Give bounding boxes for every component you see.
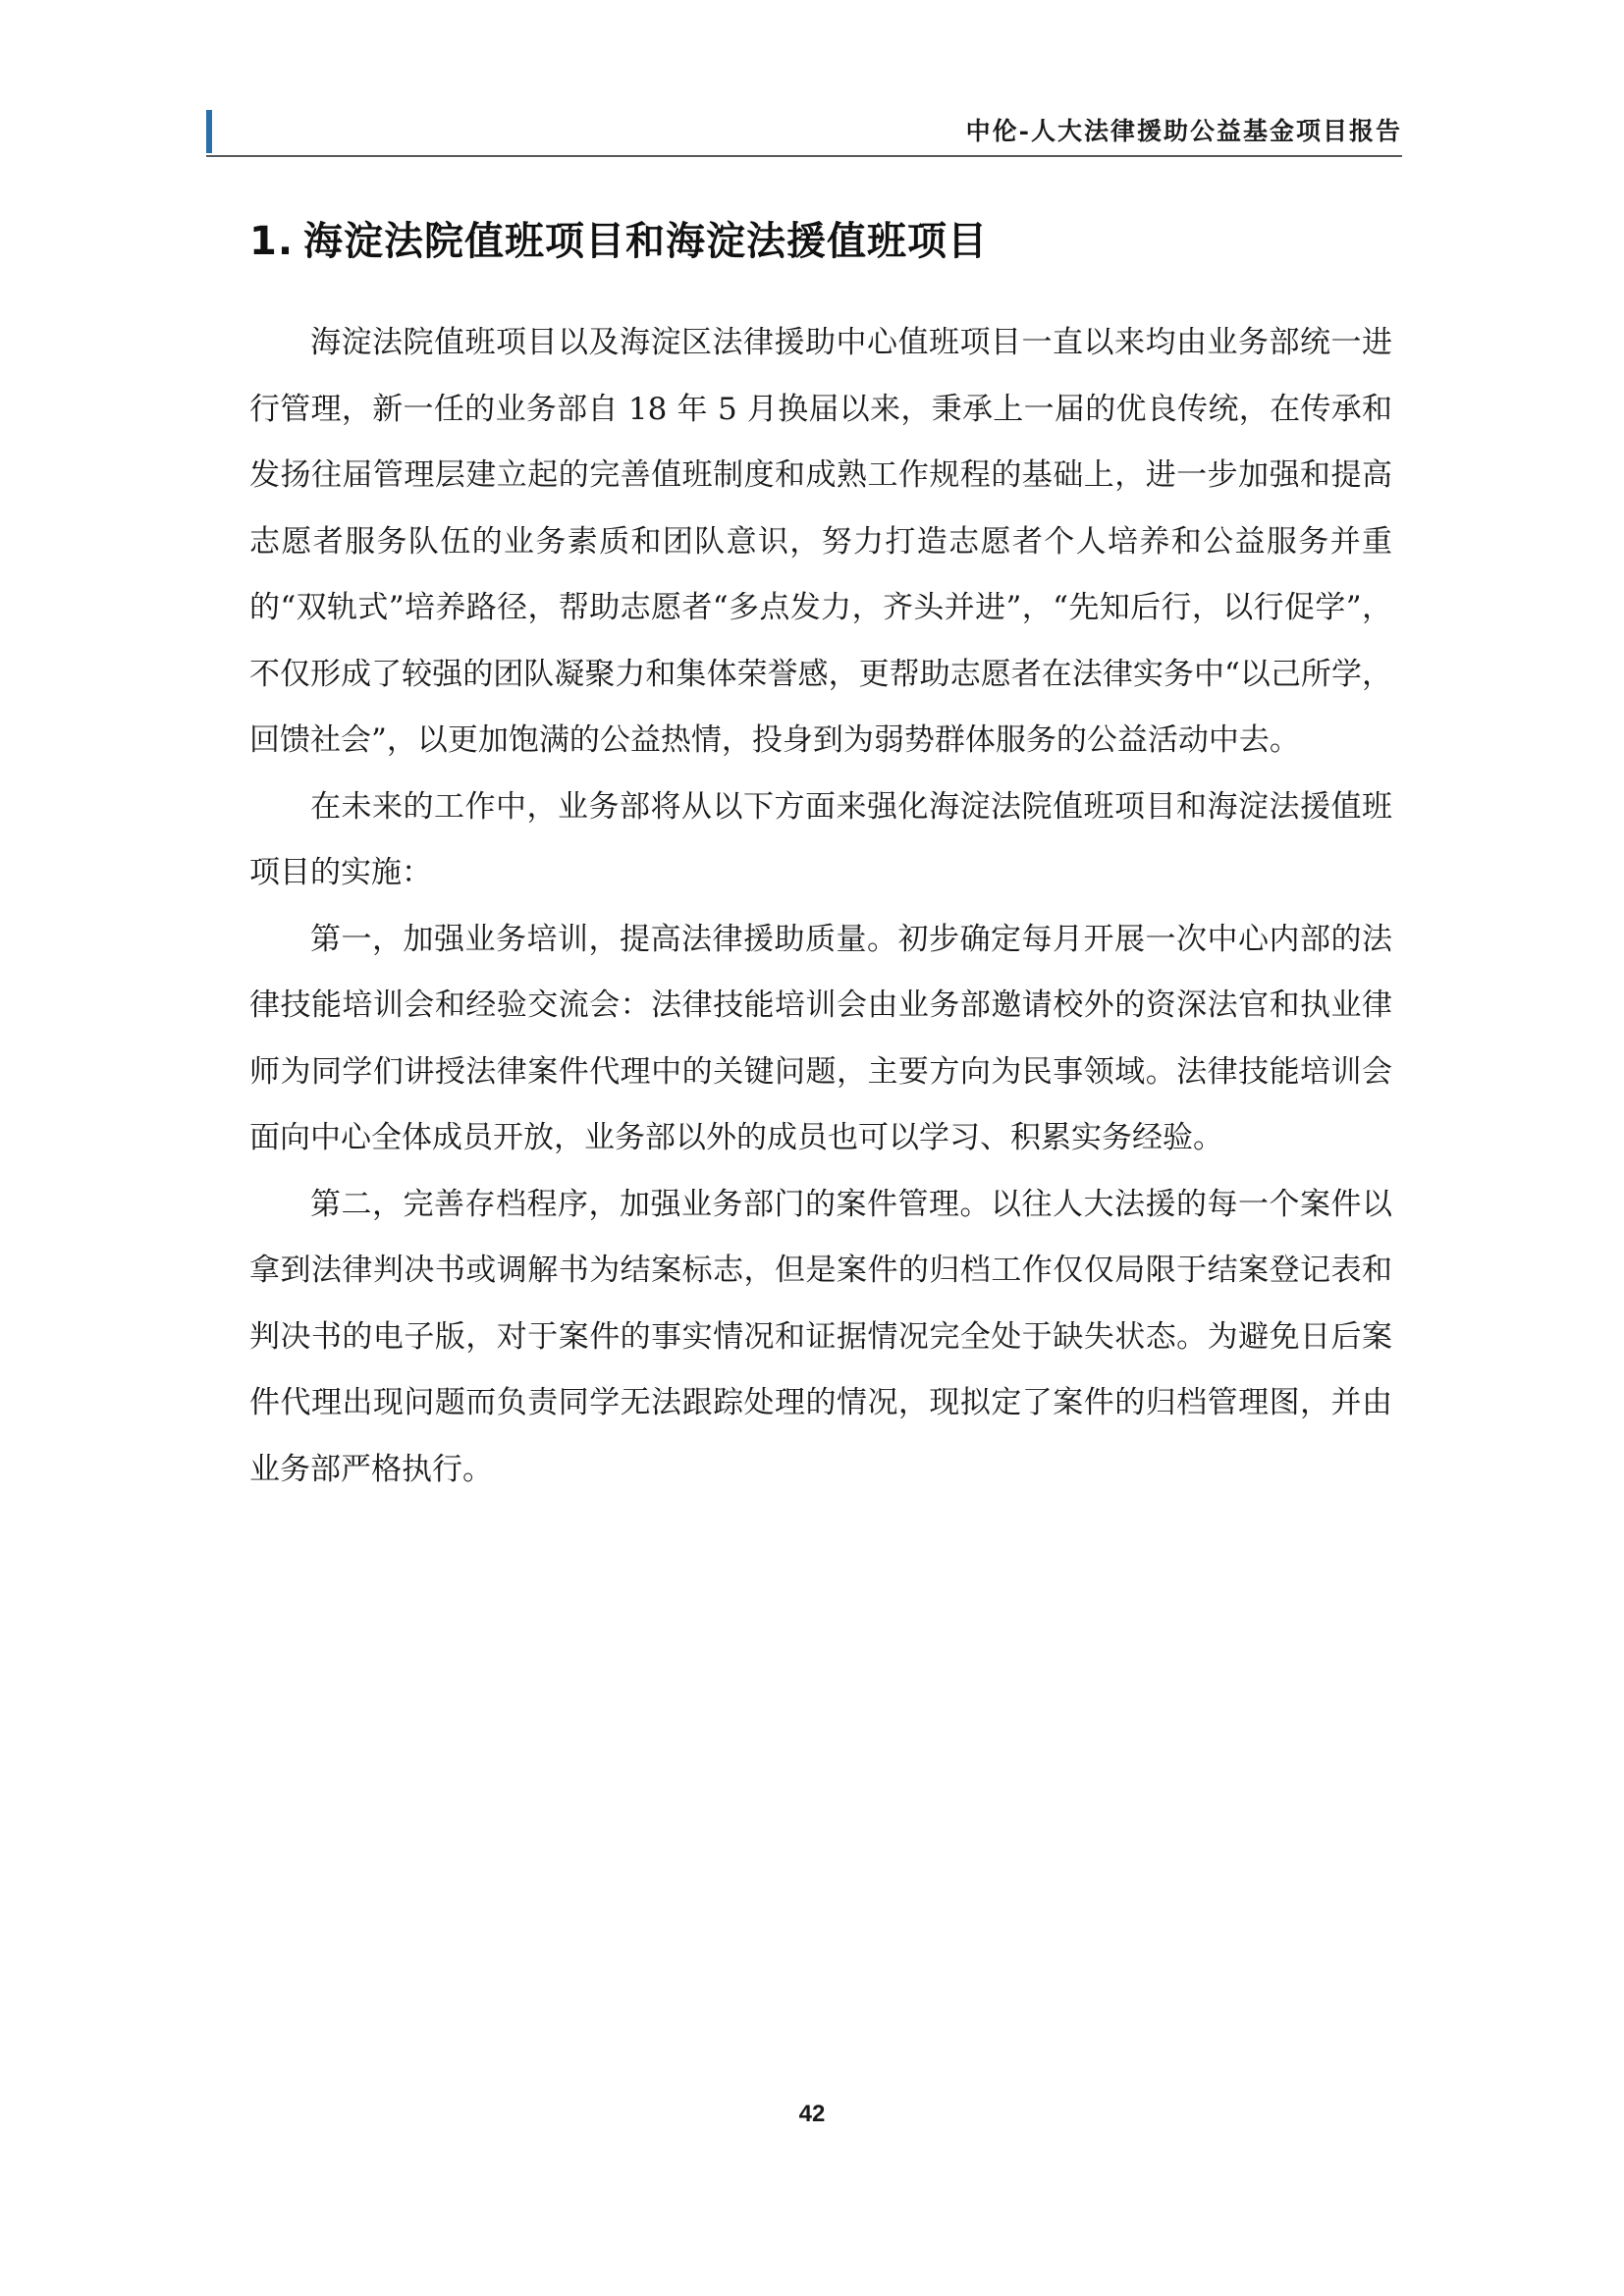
running-header	[206, 110, 1402, 153]
section-heading	[249, 210, 988, 266]
section-title: 海淀法院值班项目和海淀法援值班项目	[303, 219, 989, 264]
body-text	[249, 310, 1392, 1503]
paragraph-1: 海淀法院值班项目以及海淀区法律援助中心值班项目一直以来均由业务部统一进行管理，新一任的业务部自 18 年 5 月换届以来，秉承上一届的优良传统，在传承和发扬往届管理层建立起的完善值班制度和成熟工作规程的基础上，进一步加强和提高志愿者服务队伍的业务素质和团队意识，努力打造志愿者个人培养和公益服务并重的“双轨式”培养路径，帮助志愿者“多点发力，齐头并进”，“先知后行，以行促学”，不仅形成了较强的团队凝聚力和集体荣誉感，更帮助志愿者在法律实务中“以己所学，回馈社会”，以更加饱满的公益热情，投身到为弱势群体服务的公益活动中去。	[249, 325, 1392, 758]
section-number: 1.	[249, 219, 295, 264]
header-title: 中伦-人大法律援助公益基金项目报告	[965, 117, 1402, 145]
header-divider	[206, 155, 1402, 157]
page-number: 42	[798, 2101, 826, 2127]
paragraph-4: 第二，完善存档程序，加强业务部门的案件管理。以往人大法援的每一个案件以拿到法律判决书或调解书为结案标志，但是案件的归档工作仅仅局限于结案登记表和判决书的电子版，对于案件的事实情况和证据情况完全处于缺失状态。为避免日后案件代理出现问题而负责同学无法跟踪处理的情况，现拟定了案件的归档管理图，并由业务部严格执行。	[249, 1186, 1392, 1487]
paragraph-3: 第一，加强业务培训，提高法律援助质量。初步确定每月开展一次中心内部的法律技能培训会和经验交流会：法律技能培训会由业务部邀请校外的资深法官和执业律师为同学们讲授法律案件代理中的关键问题，主要方向为民事领域。法律技能培训会面向中心全体成员开放，业务部以外的成员也可以学习、积累实务经验。	[249, 921, 1392, 1155]
paragraph-2: 在未来的工作中，业务部将从以下方面来强化海淀法院值班项目和海淀法援值班项目的实施：	[249, 788, 1392, 890]
header-accent-bar	[206, 110, 212, 153]
